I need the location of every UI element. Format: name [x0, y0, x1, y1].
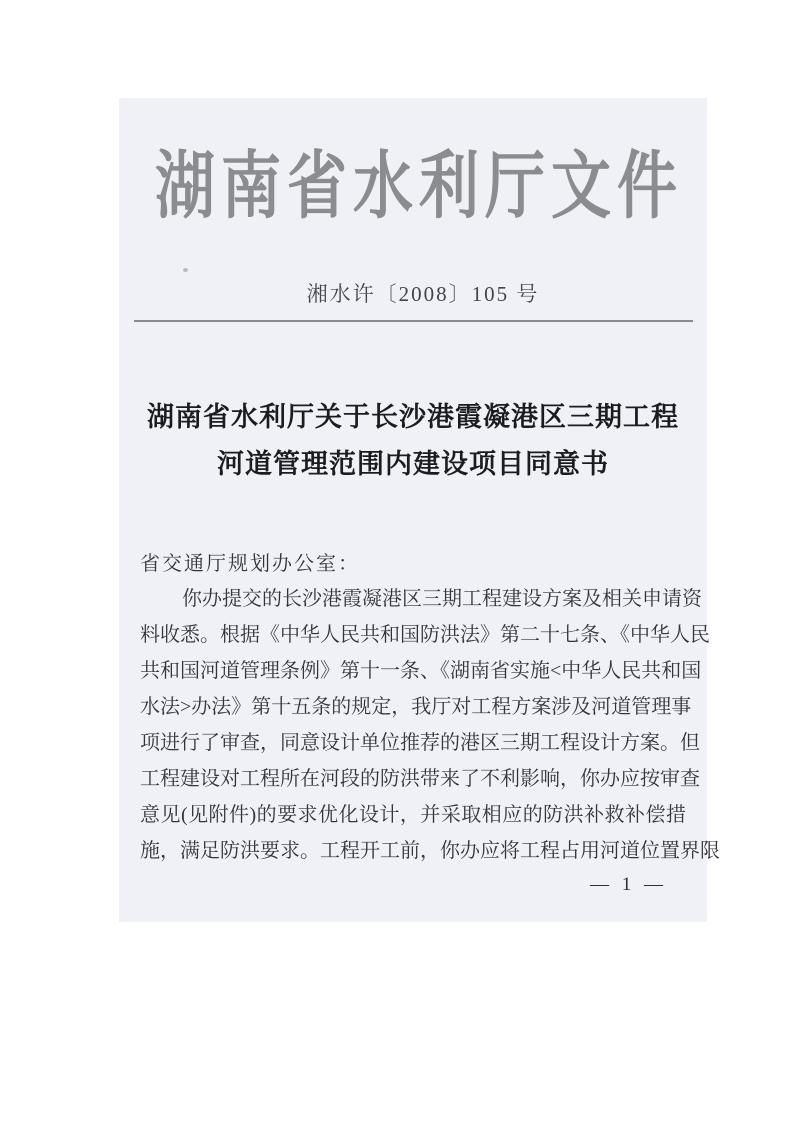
body-text-line: 项进行了审查，同意设计单位推荐的港区三期工程设计方案。但: [140, 732, 700, 754]
body-paragraph: [140, 581, 720, 869]
document-number: 湘水许〔2008〕105 号: [306, 282, 540, 306]
scanned-paper: [119, 98, 720, 922]
letterhead-title: 湖南省水利厅文件: [155, 146, 683, 228]
salutation: 省交通厅规划办公室：: [140, 553, 360, 575]
body-text-line: 工程建设对工程所在河段的防洪带来了不利影响，你办应按审查: [140, 768, 700, 790]
body-text-line: 水法>办法》第十五条的规定，我厅对工程方案涉及河道管理事: [140, 696, 692, 718]
body-text-line: 共和国河道管理条例》第十一条、《湖南省实施<中华人民共和国: [140, 660, 702, 682]
page-number: — 1 —: [590, 874, 667, 895]
document-title-line-2: 河道管理范围内建设项目同意书: [217, 449, 609, 479]
body-text-line: 料收悉。根据《中华人民共和国防洪法》第二十七条、《中华人民: [140, 624, 710, 646]
body-text-line: 你办提交的长沙港霞凝港区三期工程建设方案及相关申请资: [182, 588, 702, 610]
scan-speck: [183, 268, 188, 272]
body-text-line: 意见(见附件)的要求优化设计，并采取相应的防洪补救补偿措: [140, 804, 686, 826]
document-title-line-1: 湖南省水利厅关于长沙港霞凝港区三期工程: [147, 402, 679, 432]
document-title: [119, 394, 707, 488]
body-text-line: 施，满足防洪要求。工程开工前，你办应将工程占用河道位置界限: [140, 840, 720, 862]
header-divider-line: [134, 320, 693, 322]
